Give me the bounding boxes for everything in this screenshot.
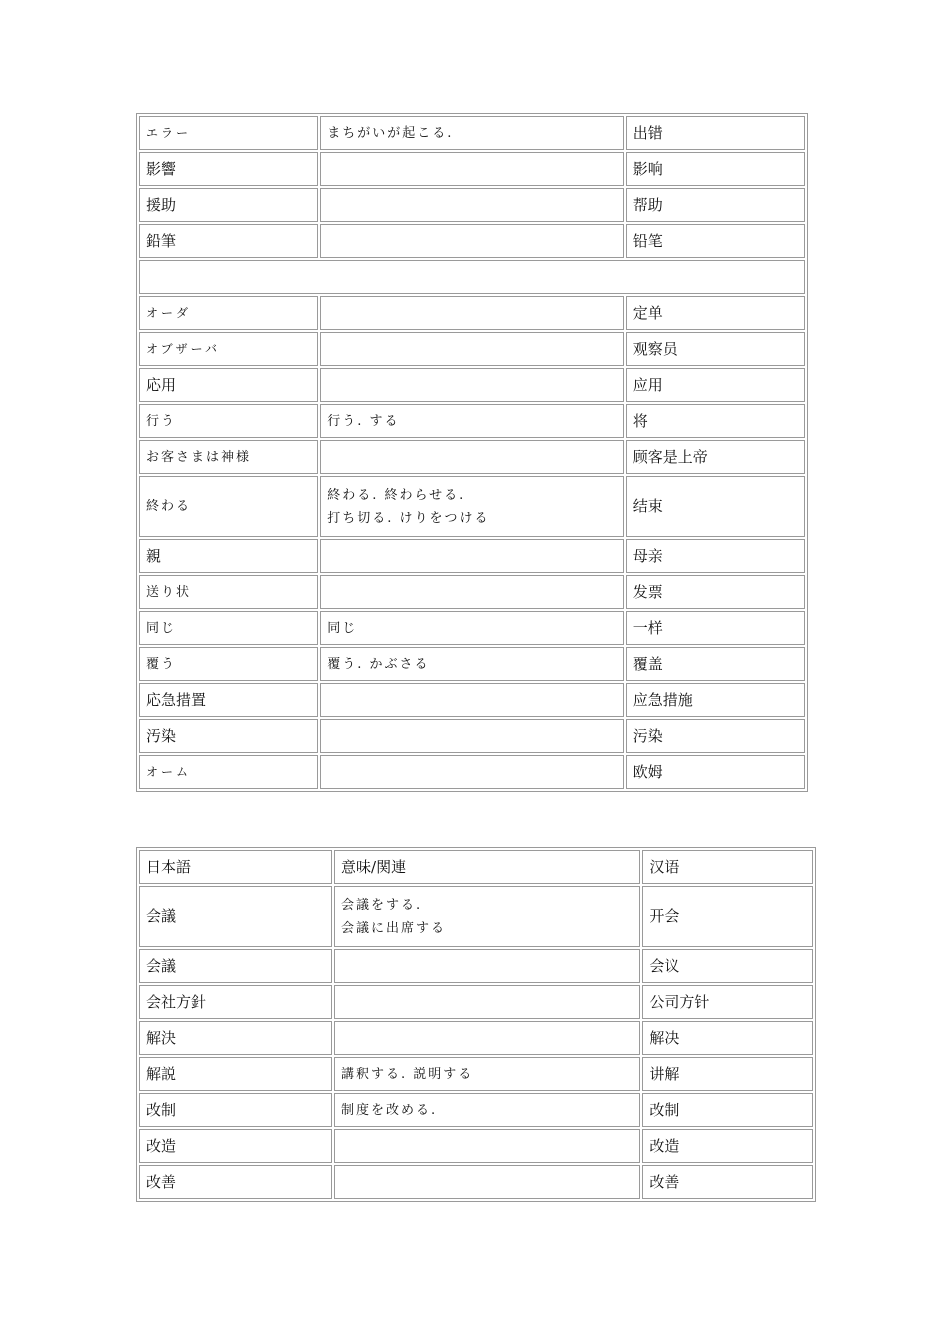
- japanese-cell: オブザーバ: [139, 332, 318, 366]
- meaning-cell: [320, 476, 624, 537]
- chinese-cell: 污染: [626, 719, 805, 753]
- meaning-cell: [334, 949, 640, 983]
- table-row: [139, 949, 813, 983]
- meaning-cell: 同じ: [320, 611, 624, 645]
- japanese-cell: 会議: [139, 949, 332, 983]
- meaning-cell: 制度を改める.: [334, 1093, 640, 1127]
- table-row: [139, 296, 805, 330]
- meaning-cell: [320, 188, 624, 222]
- meaning-line: 終わる. 終わらせる.: [327, 487, 466, 503]
- meaning-line: 会議をする.: [341, 897, 423, 913]
- japanese-cell: 応急措置: [139, 683, 318, 717]
- meaning-cell: まちがいが起こる.: [320, 116, 624, 150]
- chinese-cell: 出错: [626, 116, 805, 150]
- table-row: [139, 611, 805, 645]
- table-row: [139, 575, 805, 609]
- meaning-cell: [320, 755, 624, 789]
- chinese-cell: 改制: [642, 1093, 813, 1127]
- chinese-cell: 欧姆: [626, 755, 805, 789]
- chinese-cell: 帮助: [626, 188, 805, 222]
- table-row: [139, 440, 805, 474]
- table-row: [139, 647, 805, 681]
- table-header-row: [139, 850, 813, 884]
- japanese-cell: 汚染: [139, 719, 318, 753]
- japanese-cell: 応用: [139, 368, 318, 402]
- japanese-cell: 鉛筆: [139, 224, 318, 258]
- chinese-cell: 影响: [626, 152, 805, 186]
- japanese-cell: 終わる: [139, 476, 318, 537]
- japanese-cell: 会社方針: [139, 985, 332, 1019]
- chinese-cell: 覆盖: [626, 647, 805, 681]
- meaning-line: 会議に出席する: [341, 920, 447, 936]
- meaning-cell: 講釈する. 説明する: [334, 1057, 640, 1091]
- meaning-cell: [320, 440, 624, 474]
- meaning-cell: [320, 719, 624, 753]
- table-row: [139, 332, 805, 366]
- chinese-cell: 应用: [626, 368, 805, 402]
- chinese-cell: 改造: [642, 1129, 813, 1163]
- table-row: [139, 755, 805, 789]
- table-row: [139, 188, 805, 222]
- vocabulary-table-2: [136, 847, 816, 1202]
- chinese-cell: 会议: [642, 949, 813, 983]
- meaning-cell: [334, 1165, 640, 1199]
- chinese-cell: 母亲: [626, 539, 805, 573]
- table-row: [139, 719, 805, 753]
- chinese-cell: 顾客是上帝: [626, 440, 805, 474]
- japanese-cell: 解説: [139, 1057, 332, 1091]
- meaning-cell: [320, 296, 624, 330]
- vocabulary-table-1: [136, 113, 808, 792]
- table-row-empty: [139, 260, 805, 294]
- table-row: [139, 886, 813, 947]
- table-row: [139, 1057, 813, 1091]
- chinese-cell: 铅笔: [626, 224, 805, 258]
- chinese-cell: 发票: [626, 575, 805, 609]
- meaning-cell: [334, 985, 640, 1019]
- table-row: [139, 539, 805, 573]
- japanese-cell: 送り状: [139, 575, 318, 609]
- table-row: [139, 985, 813, 1019]
- meaning-cell: [320, 224, 624, 258]
- table-row: [139, 683, 805, 717]
- table-row: [139, 224, 805, 258]
- chinese-cell: 改善: [642, 1165, 813, 1199]
- meaning-cell: [320, 575, 624, 609]
- chinese-cell: 一样: [626, 611, 805, 645]
- header-japanese: 日本語: [139, 850, 332, 884]
- table-row: [139, 152, 805, 186]
- japanese-cell: 会議: [139, 886, 332, 947]
- japanese-cell: 解決: [139, 1021, 332, 1055]
- japanese-cell: 援助: [139, 188, 318, 222]
- meaning-cell: 行う. する: [320, 404, 624, 438]
- meaning-cell: [320, 539, 624, 573]
- table-row: [139, 1129, 813, 1163]
- header-meaning: 意味/関連: [334, 850, 640, 884]
- japanese-cell: 覆う: [139, 647, 318, 681]
- chinese-cell: 公司方针: [642, 985, 813, 1019]
- table-row: [139, 1021, 813, 1055]
- meaning-cell: [320, 368, 624, 402]
- japanese-cell: 親: [139, 539, 318, 573]
- japanese-cell: 影響: [139, 152, 318, 186]
- chinese-cell: 定单: [626, 296, 805, 330]
- header-chinese: 汉语: [642, 850, 813, 884]
- japanese-cell: 改造: [139, 1129, 332, 1163]
- meaning-cell: [320, 332, 624, 366]
- chinese-cell: 应急措施: [626, 683, 805, 717]
- japanese-cell: オーダ: [139, 296, 318, 330]
- chinese-cell: 讲解: [642, 1057, 813, 1091]
- table-row: [139, 404, 805, 438]
- japanese-cell: 同じ: [139, 611, 318, 645]
- chinese-cell: 观察员: [626, 332, 805, 366]
- table-row: [139, 368, 805, 402]
- chinese-cell: 结束: [626, 476, 805, 537]
- meaning-line: 打ち切る. けりをつける: [327, 510, 490, 526]
- meaning-cell: [320, 683, 624, 717]
- chinese-cell: 解决: [642, 1021, 813, 1055]
- japanese-cell: エラー: [139, 116, 318, 150]
- meaning-cell: [334, 886, 640, 947]
- table-row: [139, 476, 805, 537]
- table-row: [139, 1165, 813, 1199]
- japanese-cell: 改制: [139, 1093, 332, 1127]
- meaning-cell: [334, 1021, 640, 1055]
- meaning-cell: [334, 1129, 640, 1163]
- japanese-cell: 改善: [139, 1165, 332, 1199]
- meaning-cell: 覆う. かぶさる: [320, 647, 624, 681]
- empty-spanning-cell: [139, 260, 805, 294]
- japanese-cell: 行う: [139, 404, 318, 438]
- meaning-cell: [320, 152, 624, 186]
- chinese-cell: 开会: [642, 886, 813, 947]
- chinese-cell: 将: [626, 404, 805, 438]
- japanese-cell: お客さまは神様: [139, 440, 318, 474]
- table-row: [139, 1093, 813, 1127]
- table-row: [139, 116, 805, 150]
- japanese-cell: オーム: [139, 755, 318, 789]
